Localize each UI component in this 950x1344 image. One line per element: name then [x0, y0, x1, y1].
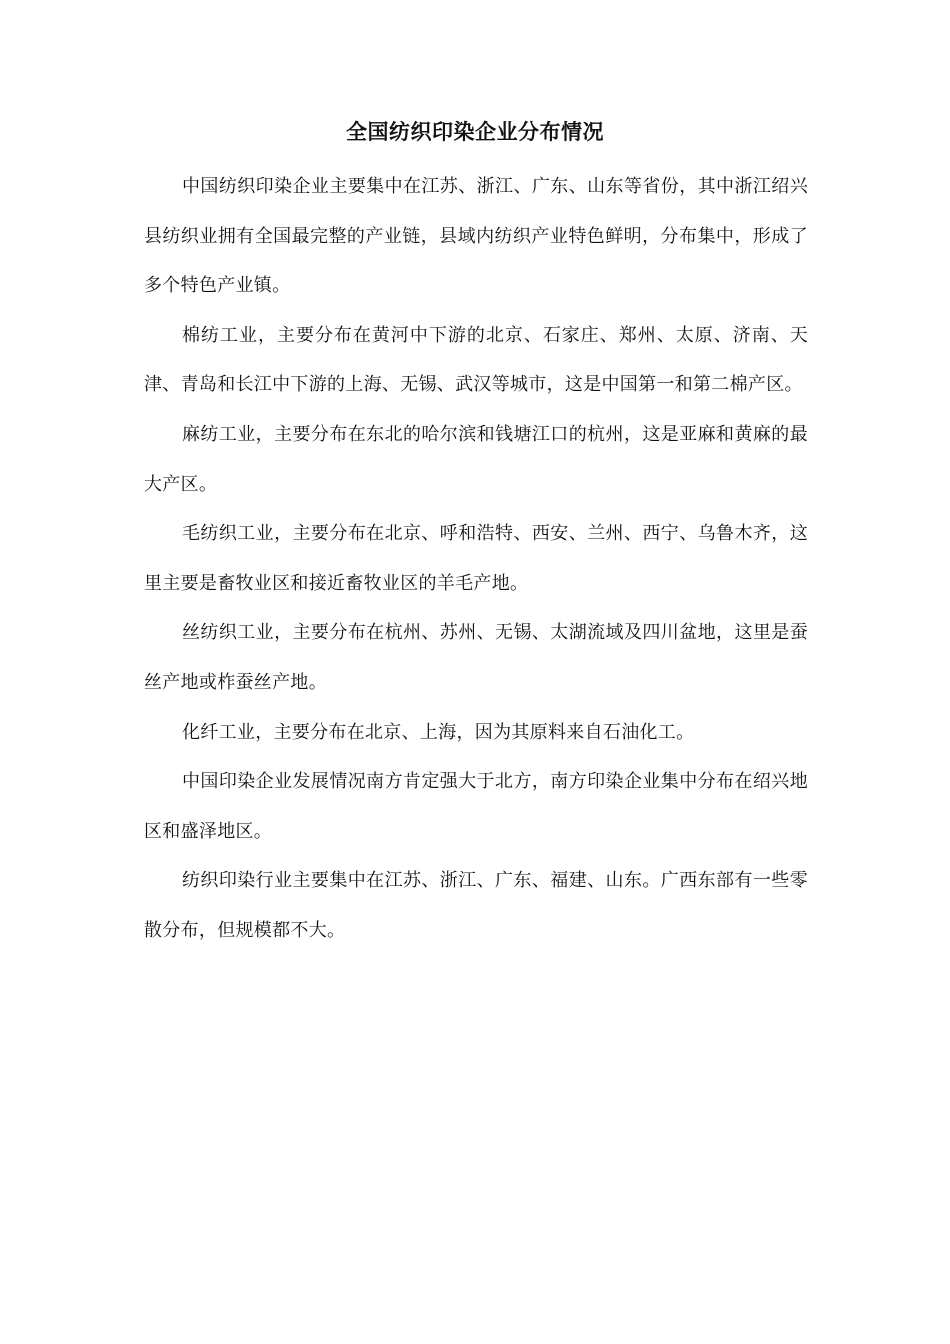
- paragraph-cotton: 棉纺工业，主要分布在黄河中下游的北京、石家庄、郑州、太原、济南、天津、青岛和长江中下游的上海、无锡、武汉等城市，这是中国第一和第二棉产区。: [144, 324, 808, 396]
- paragraph-summary: 纺织印染行业主要集中在江苏、浙江、广东、福建、山东。广西东部有一些零散分布，但规模都不大。: [144, 870, 808, 941]
- paragraph-hemp: 麻纺工业，主要分布在东北的哈尔滨和钱塘江口的杭州，这是亚麻和黄麻的最大产区。: [144, 423, 808, 495]
- paragraph-overview: 中国纺织印染企业主要集中在江苏、浙江、广东、山东等省份，其中浙江绍兴县纺织业拥有全国最完整的产业链，县域内纺织产业特色鲜明，分布集中，形成了多个特色产业镇。: [144, 176, 808, 297]
- paragraph-dyeing: 中国印染企业发展情况南方肯定强大于北方，南方印染企业集中分布在绍兴地区和盛泽地区。: [144, 771, 808, 842]
- paragraph-silk: 丝纺织工业，主要分布在杭州、苏州、无锡、太湖流域及四川盆地，这里是蚕丝产地或柞蚕丝产地。: [144, 622, 808, 693]
- paragraph-chemical-fiber: 化纤工业，主要分布在北京、上海，因为其原料来自石油化工。: [182, 721, 695, 743]
- paragraph-wool: 毛纺织工业，主要分布在北京、呼和浩特、西安、兰州、西宁、乌鲁木齐，这里主要是畜牧业区和接近畜牧业区的羊毛产地。: [144, 523, 808, 594]
- document-title: 全国纺织印染企业分布情况: [346, 120, 604, 144]
- document-body: [144, 162, 808, 956]
